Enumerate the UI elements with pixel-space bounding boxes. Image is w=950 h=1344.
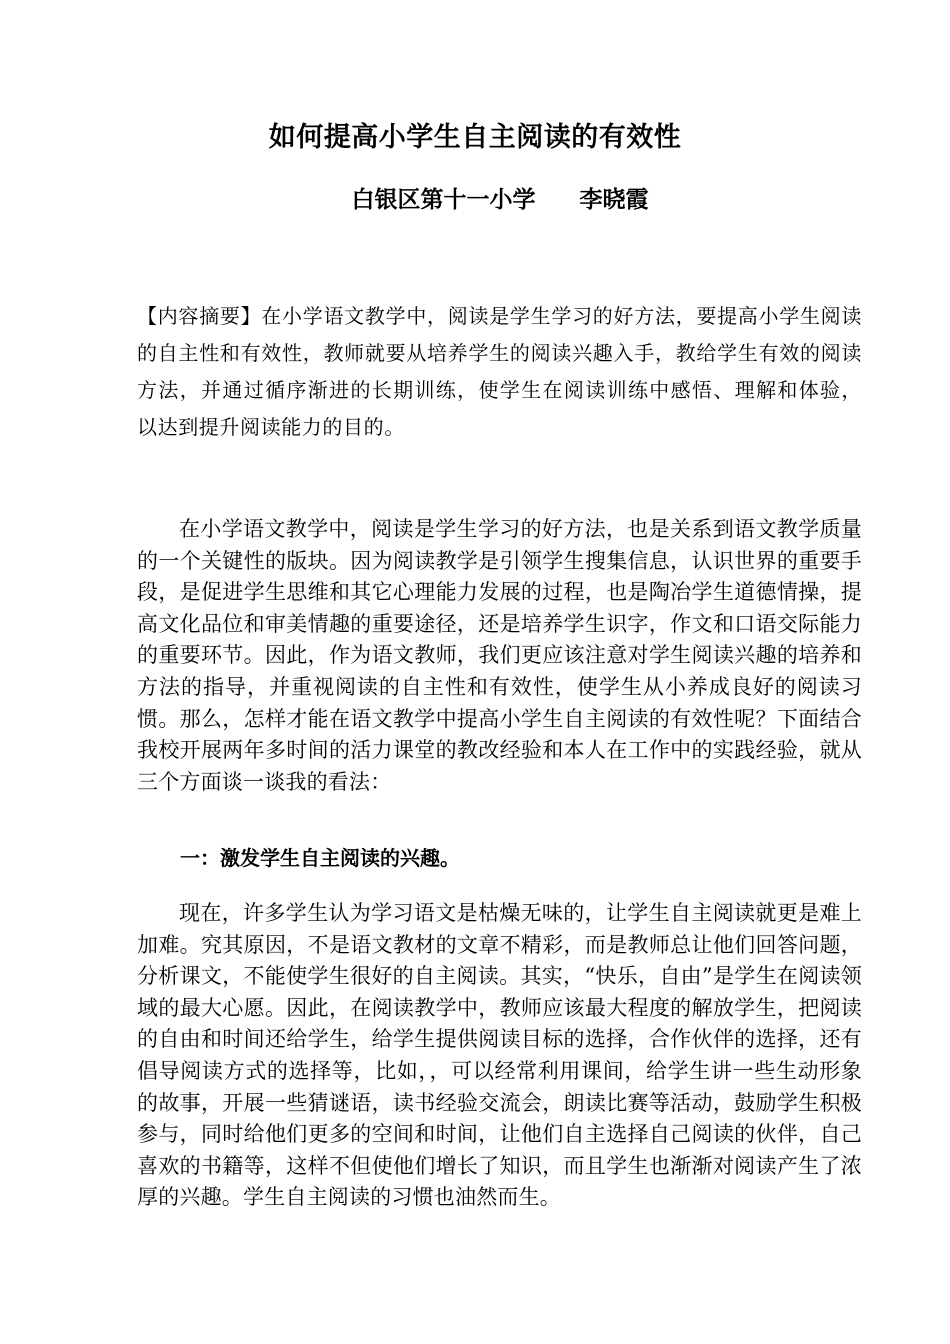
- author-byline: [0, 182, 950, 218]
- abstract-paragraph: 【内容摘要】在小学语文教学中，阅读是学生学习的好方法，要提高小学生阅读的自主性和有效性，教师就要从培养学生的阅读兴趣入手，教给学生有效的阅读方法，并通过循序渐进的长期训练，使学生在阅读训练中感悟、理解和体验， 以达到提升阅读能力的目的。: [137, 304, 862, 439]
- body-paragraph-section-1: 现在，许多学生认为学习语文是枯燥无味的，让学生自主阅读就更是难上加难。究其原因，不是语文教材的文章不精彩，而是教师总让他们回答问题，分析课文，不能使学生很好的自主阅读。其实，“快乐，自由”是学生在阅读领域的最大心愿。因此，在阅读教学中，教师应该最大程度的解放学生，把阅读的自由和时间还给学生，给学生提供阅读目标的选择，合作伙伴的选择，还有倡导阅读方式的选择等，比如，，可以经常利用课间，给学生讲一些生动形象的故事，开展一些猜谜语，读书经验交流会，朗读比赛等活动，鼓励学生积极参与，同时给他们更多的空间和时间，让他们自主选择自己阅读的伙伴，自己喜欢的书籍等，这样不但使他们增长了知识，而且学生也渐渐对阅读产生了浓厚的兴趣。学生自主阅读的习惯也油然而生。: [137, 901, 862, 1210]
- author-name: 李晓霞: [579, 187, 649, 213]
- body-paragraph-intro: 在小学语文教学中，阅读是学生学习的好方法，也是关系到语文教学质量的一个关键性的版块。因为阅读教学是引领学生搜集信息，认识世界的重要手段，是促进学生思维和其它心理能力发展的过程，也是陶冶学生道德情操，提高文化品位和审美情趣的重要途径，还是培养学生识字，作文和口语交际能力的重要环节。因此，作为语文教师，我们更应该注意对学生阅读兴趣的培养和方法的指导，并重视阅读的自主性和有效性，使学生从小养成良好的阅读习惯。那么，怎样才能在语文教学中提高小学生自主阅读的有效性呢？下面结合我校开展两年多时间的活力课堂的教改经验和本人在工作中的实践经验，就从三个方面谈一谈我的看法：: [137, 517, 862, 794]
- document-title: 如何提高小学生自主阅读的有效性: [268, 122, 682, 153]
- author-school: 白银区第十一小学: [351, 187, 536, 213]
- section-heading-1: 一：激发学生自主阅读的兴趣。: [180, 846, 460, 870]
